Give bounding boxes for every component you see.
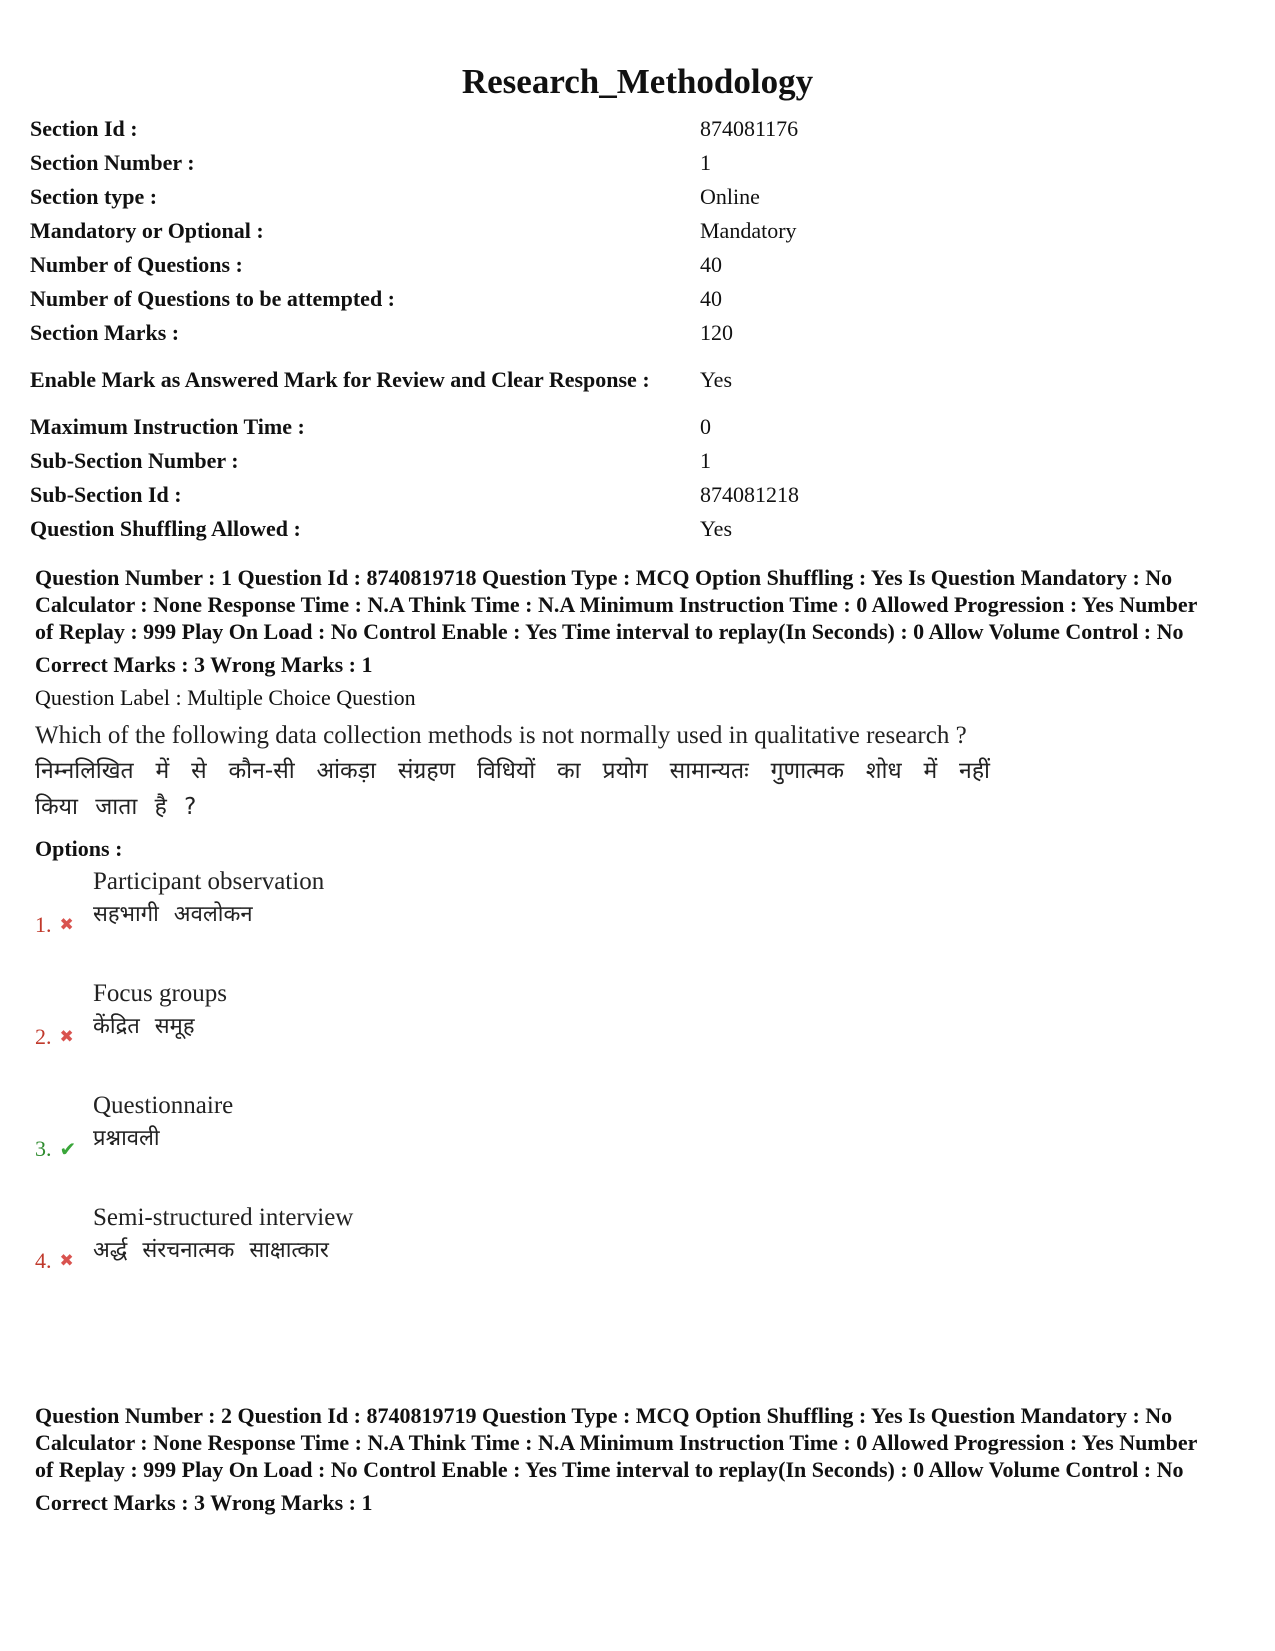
section-info-value: 874081176 <box>700 116 799 141</box>
question-text-hindi: निम्नलिखित में से कौन-सी आंकड़ा संग्रहण विधियों का प्रयोग सामान्यतः गुणात्मक शोध में नहीं किया जाता है ? <box>35 758 990 820</box>
option-item <box>35 974 1215 1086</box>
option-marker <box>35 912 74 938</box>
section-info-value: Online <box>700 184 760 209</box>
section-info-row <box>30 350 1180 410</box>
section-info-row <box>30 146 1180 180</box>
section-info-row <box>30 316 1180 350</box>
option-marker <box>35 1136 76 1162</box>
section-info-label: Section Id : <box>30 116 138 141</box>
section-info-value: 120 <box>700 320 733 345</box>
section-info-label: Section type : <box>30 184 158 209</box>
option-text-hindi: सहभागी अवलोकन <box>93 902 253 927</box>
section-info-value: Yes <box>700 367 733 392</box>
section-info-label: Section Number : <box>30 150 195 175</box>
page-title: Research_Methodology <box>461 62 814 101</box>
section-info-label: Sub-Section Number : <box>30 448 239 473</box>
option-text-hindi: प्रश्नावली <box>93 1126 160 1151</box>
question-text-english: Which of the following data collection methods is not normally used in qualitative research ? <box>35 722 967 749</box>
section-info-label: Question Shuffling Allowed : <box>30 516 301 541</box>
section-info-label: Enable Mark as Answered Mark for Review and Clear Response : <box>30 367 650 392</box>
option-text-english: Participant observation <box>93 868 325 895</box>
option-text-english: Questionnaire <box>93 1092 234 1119</box>
cross-icon: ✖ <box>59 1027 74 1047</box>
question-block <box>35 1402 1215 1516</box>
section-info-value: Yes <box>700 516 733 541</box>
check-icon: ✔ <box>59 1137 77 1161</box>
section-info-row <box>30 214 1180 248</box>
section-info-table <box>30 112 1180 546</box>
section-info-label: Maximum Instruction Time : <box>30 414 305 439</box>
section-info-value: Mandatory <box>700 218 797 243</box>
question-block <box>35 564 1215 1310</box>
option-number: 4. <box>35 1248 52 1273</box>
option-item <box>35 1198 1215 1310</box>
question-marks: Correct Marks : 3 Wrong Marks : 1 <box>35 652 373 677</box>
option-marker <box>35 1248 74 1274</box>
section-info-value: 40 <box>700 286 722 311</box>
section-info-label: Section Marks : <box>30 320 180 345</box>
option-text-english: Focus groups <box>93 980 228 1007</box>
section-info-row <box>30 248 1180 282</box>
section-info-value: 1 <box>700 150 711 175</box>
option-text <box>93 1202 353 1268</box>
question-marks: Correct Marks : 3 Wrong Marks : 1 <box>35 1490 373 1515</box>
question-meta: Question Number : 1 Question Id : 8740819718 Question Type : MCQ Option Shuffling : Yes Is Question Mandatory : No Calculator : None Response Time : N.A Think Time : N.A Minimum Instruction Time : 0 Allowed Progression : Yes Number of Replay : 999 Play On Load : No Control Enable : Yes Time interval to replay(In Seconds) : 0 Allow Volume Control : No <box>35 565 1198 644</box>
section-info-label: Number of Questions : <box>30 252 243 277</box>
section-info-label: Sub-Section Id : <box>30 482 182 507</box>
cross-icon: ✖ <box>59 1251 74 1271</box>
section-info-row <box>30 112 1180 146</box>
option-number: 3. <box>35 1136 52 1161</box>
option-number: 2. <box>35 1024 52 1049</box>
section-info-value: 0 <box>700 414 711 439</box>
section-info-row <box>30 282 1180 316</box>
section-info-label: Number of Questions to be attempted : <box>30 286 396 311</box>
section-info-row <box>30 478 1180 512</box>
section-info-row <box>30 180 1180 214</box>
section-info-label: Mandatory or Optional : <box>30 218 264 243</box>
question-label: Question Label : Multiple Choice Question <box>35 685 416 710</box>
option-text-english: Semi-structured interview <box>93 1204 354 1231</box>
option-number: 1. <box>35 912 52 937</box>
cross-icon: ✖ <box>59 915 74 935</box>
option-text-hindi: अर्द्ध संरचनात्मक साक्षात्कार <box>93 1238 329 1263</box>
option-marker <box>35 1024 74 1050</box>
option-text <box>93 1090 233 1156</box>
section-info-row <box>30 444 1180 478</box>
section-info-value: 874081218 <box>700 482 799 507</box>
option-item <box>35 862 1215 974</box>
section-info-row <box>30 512 1180 546</box>
question-meta: Question Number : 2 Question Id : 8740819719 Question Type : MCQ Option Shuffling : Yes Is Question Mandatory : No Calculator : None Response Time : N.A Think Time : N.A Minimum Instruction Time : 0 Allowed Progression : Yes Number of Replay : 999 Play On Load : No Control Enable : Yes Time interval to replay(In Seconds) : 0 Allow Volume Control : No <box>35 1403 1198 1482</box>
section-info-row <box>30 410 1180 444</box>
option-text-hindi: केंद्रित समूह <box>93 1014 195 1039</box>
option-text <box>93 866 324 932</box>
option-item <box>35 1086 1215 1198</box>
option-text <box>93 978 227 1044</box>
section-info-value: 40 <box>700 252 722 277</box>
options-label: Options : <box>35 836 123 861</box>
section-info-value: 1 <box>700 448 711 473</box>
